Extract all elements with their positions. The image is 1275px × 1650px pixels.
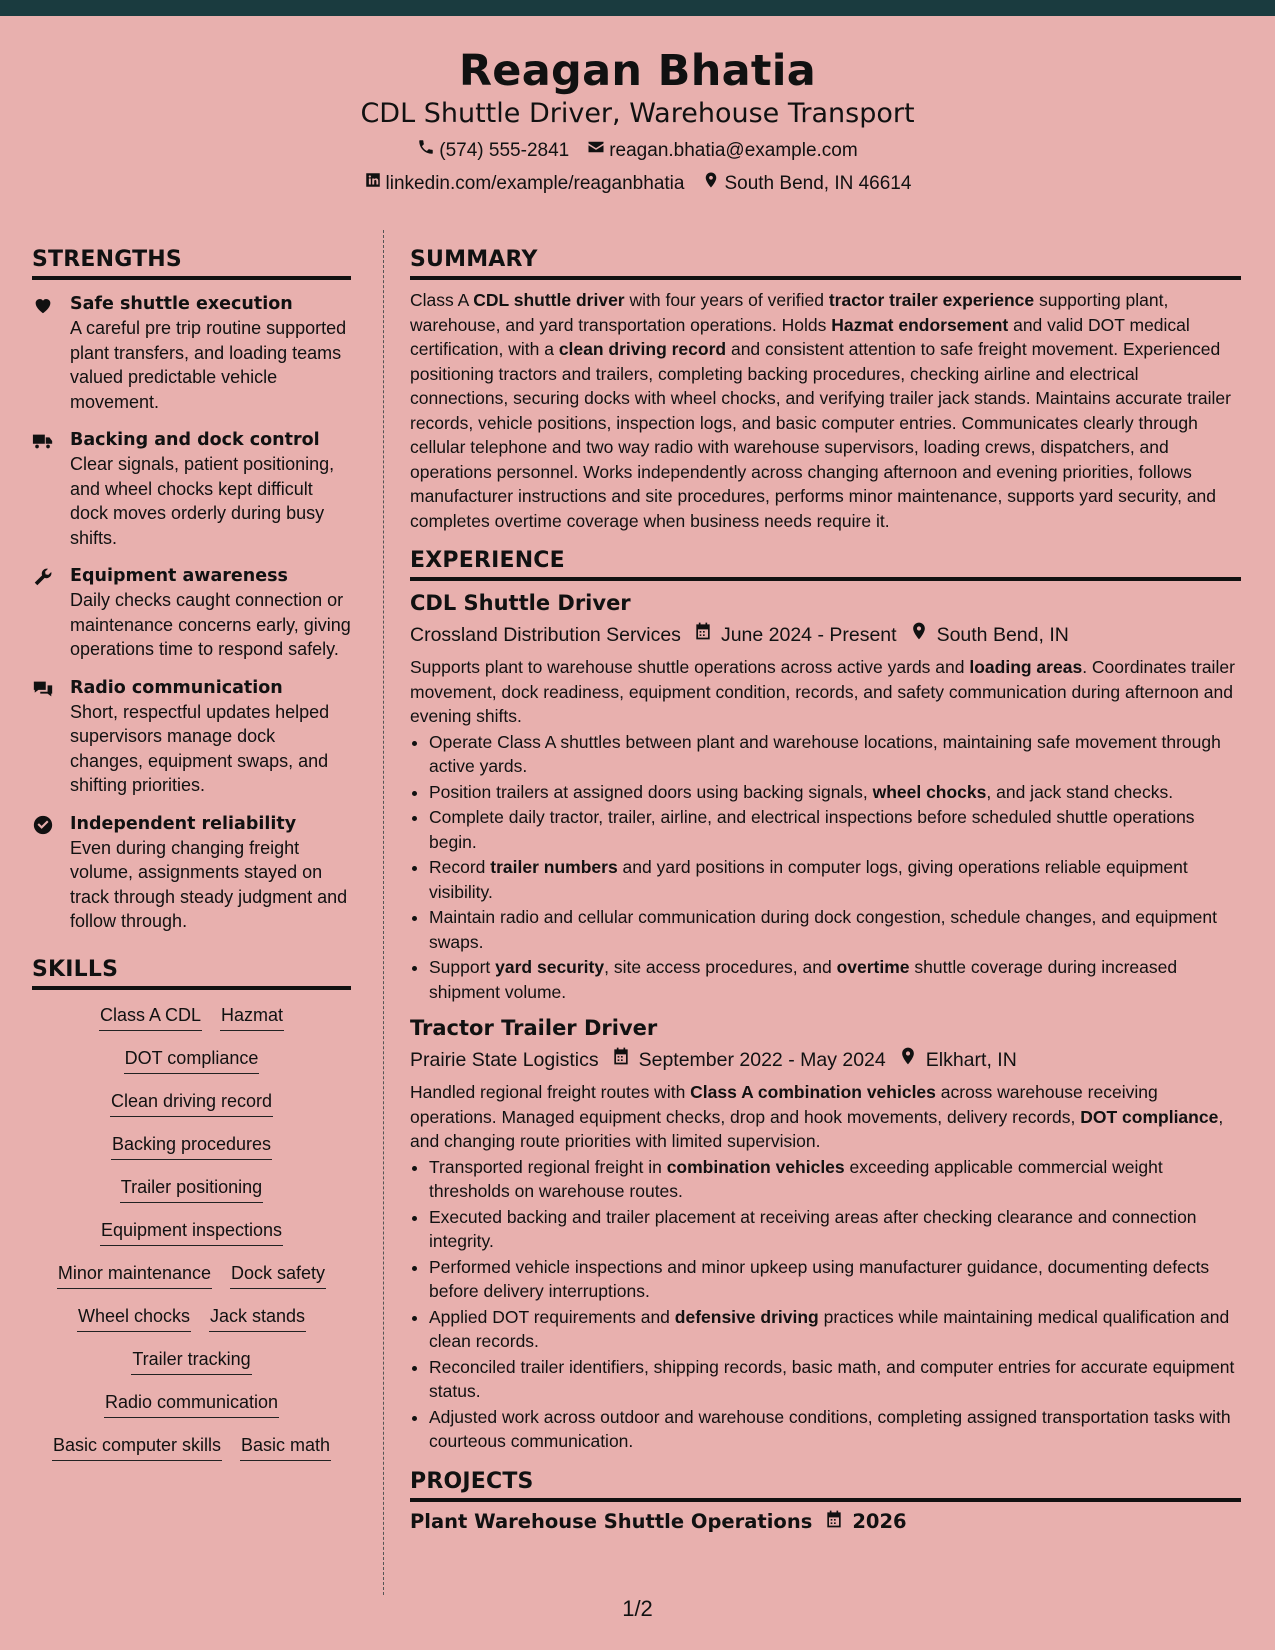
text-segment: , and jack stand checks. bbox=[986, 781, 1174, 802]
bold-text: DOT compliance bbox=[1080, 1106, 1219, 1127]
job-meta bbox=[410, 621, 1241, 649]
map-pin-icon bbox=[702, 171, 720, 196]
text-segment: Complete daily tractor, trailer, airline, and electrical inspections before scheduled shuttle operations begin. bbox=[429, 807, 1195, 852]
strength-item bbox=[32, 812, 351, 934]
company-name: Prairie State Logistics bbox=[410, 1049, 599, 1071]
bold-text: combination vehicles bbox=[666, 1156, 845, 1177]
strength-text: Clear signals, patient positioning, and wheel chocks kept difficult dock moves orderly during busy shifts. bbox=[70, 454, 335, 548]
text-segment: Performed vehicle inspections and minor upkeep using manufacturer guidance, documenting defects before delivery interruptions. bbox=[429, 1256, 1210, 1301]
phone-contact bbox=[417, 138, 569, 163]
strength-body bbox=[70, 676, 351, 798]
bullet-item bbox=[429, 955, 1241, 1004]
skills-list bbox=[32, 1002, 351, 1461]
text-segment: across warehouse receiving operations. Managed equipment checks, drop and hook movements, delivery records, bbox=[410, 1082, 1158, 1127]
experience-heading: EXPERIENCE bbox=[410, 547, 1241, 581]
company-name: Crossland Distribution Services bbox=[410, 624, 681, 646]
strength-text: Even during changing freight volume, assignments stayed on track through steady judgment and follow through. bbox=[70, 837, 348, 931]
strength-item bbox=[32, 676, 351, 798]
strength-body bbox=[70, 292, 351, 414]
strengths-heading: STRENGTHS bbox=[32, 246, 351, 280]
bold-text: Hazmat endorsement bbox=[831, 314, 1009, 335]
email-text[interactable]: reagan.bhatia@example.com bbox=[609, 139, 858, 161]
map-pin-icon bbox=[909, 621, 929, 649]
skill-tag: DOT compliance bbox=[124, 1045, 260, 1074]
linkedin-text[interactable]: linkedin.com/example/reaganbhatia bbox=[385, 172, 685, 194]
job-dates bbox=[693, 621, 897, 649]
skill-tag: Wheel chocks bbox=[77, 1303, 191, 1332]
strength-text: Short, respectful updates helped supervisors manage dock changes, equipment swaps, and shifting priorities. bbox=[70, 701, 330, 795]
strength-title: Radio communication bbox=[70, 677, 283, 698]
column-divider bbox=[383, 230, 384, 1595]
text-segment: Adjusted work across outdoor and warehouse conditions, completing assigned transportation tasks with courteous communication. bbox=[429, 1406, 1231, 1451]
text-segment: supporting plant, warehouse, and yard transportation operations. Holds bbox=[410, 290, 1169, 335]
bullet-item bbox=[429, 855, 1241, 904]
skill-row bbox=[32, 1303, 351, 1332]
skill-tag: Equipment inspections bbox=[100, 1217, 283, 1246]
strength-item bbox=[32, 564, 351, 662]
skill-row bbox=[32, 1346, 351, 1375]
check-circle-icon bbox=[32, 812, 70, 934]
top-accent-bar bbox=[0, 0, 1275, 16]
page-number: 1/2 bbox=[622, 1596, 653, 1621]
location-contact bbox=[702, 171, 911, 196]
job-description bbox=[410, 1080, 1241, 1154]
email-icon bbox=[587, 138, 605, 163]
job-dates bbox=[611, 1046, 886, 1074]
text-segment: Handled regional freight routes with bbox=[410, 1082, 691, 1102]
job-dates-text: June 2024 - Present bbox=[720, 624, 897, 646]
calendar-icon bbox=[611, 1046, 631, 1074]
right-column bbox=[410, 246, 1241, 1536]
text-segment: and valid DOT medical certification, with a bbox=[410, 314, 1190, 359]
text-segment: Maintain radio and cellular communication during dock congestion, schedule changes, and equipment swaps. bbox=[429, 907, 1217, 952]
job-title: Tractor Trailer Driver bbox=[410, 1016, 658, 1040]
skill-row bbox=[32, 1260, 351, 1289]
bold-text: tractor trailer experience bbox=[828, 290, 1035, 310]
skill-row bbox=[32, 1432, 351, 1461]
linkedin-icon bbox=[364, 171, 382, 196]
text-segment: Supports plant to warehouse shuttle operations across active yards and bbox=[410, 657, 970, 677]
resume-header bbox=[0, 16, 1275, 204]
project-item bbox=[410, 1508, 1241, 1536]
skill-tag: Minor maintenance bbox=[57, 1260, 212, 1289]
text-segment: and yard positions in computer logs, giving operations reliable equipment visibility. bbox=[429, 857, 1188, 902]
bullet-item bbox=[429, 780, 1241, 805]
strength-body bbox=[70, 428, 351, 550]
skill-row bbox=[32, 1088, 351, 1117]
strength-body bbox=[70, 564, 351, 662]
strength-body bbox=[70, 812, 351, 934]
bullet-item bbox=[429, 905, 1241, 954]
strength-title: Backing and dock control bbox=[70, 430, 320, 450]
contact-row-2 bbox=[0, 171, 1275, 196]
bold-text: defensive driving bbox=[674, 1306, 819, 1327]
bullet-item bbox=[429, 805, 1241, 854]
skill-tag: Class A CDL bbox=[99, 1002, 202, 1031]
summary-text bbox=[410, 288, 1241, 533]
calendar-icon bbox=[693, 621, 713, 649]
job-entry bbox=[410, 1014, 1241, 1454]
phone-icon bbox=[417, 138, 435, 163]
bold-text: wheel chocks bbox=[872, 781, 987, 802]
bullet-item bbox=[429, 1255, 1241, 1304]
text-segment: exceeding applicable commercial weight thresholds on warehouse routes. bbox=[429, 1156, 1163, 1201]
bullet-item bbox=[429, 1155, 1241, 1204]
job-entry bbox=[410, 589, 1241, 1004]
job-location bbox=[909, 621, 1069, 649]
bold-text: loading areas bbox=[969, 657, 1083, 677]
strength-text: A careful pre trip routine supported plant transfers, and loading teams valued predictable vehicle movement. bbox=[70, 318, 347, 412]
text-segment: with four years of verified bbox=[624, 290, 829, 310]
text-segment: and consistent attention to safe freight movement. Experienced positioning tractors and trailers, completing backing procedures, checking airline and electrical connections, securing docks with wheel chocks, and verifying trailer jack stands. Maintains accurate trailer records, vehicle positions, inspection logs, and basic computer entries. Communicates clearly through cellular telephone and two way radio with warehouse supervisors, loading crews, dispatchers, and operations personnel. Works independently across changing afternoon and evening priorities, follows manufacturer instructions and site procedures, performs minor maintenance, supports yard security, and completes overtime coverage when business needs require it. bbox=[410, 339, 1231, 531]
summary-heading: SUMMARY bbox=[410, 246, 1241, 280]
text-segment: Support bbox=[429, 957, 496, 977]
project-date bbox=[824, 1509, 906, 1534]
text-segment: , and changing route priorities with limited supervision. bbox=[410, 1106, 1224, 1151]
job-dates-text: September 2022 - May 2024 bbox=[638, 1049, 886, 1071]
candidate-name: Reagan Bhatia bbox=[458, 46, 817, 96]
projects-heading: PROJECTS bbox=[410, 1468, 1241, 1502]
text-segment: , site access procedures, and bbox=[604, 957, 837, 977]
skill-row bbox=[32, 1174, 351, 1203]
wrench-icon bbox=[32, 564, 70, 662]
strength-title: Independent reliability bbox=[70, 813, 297, 834]
skill-row bbox=[32, 1217, 351, 1246]
text-segment: Executed backing and trailer placement at receiving areas after checking clearance and connection integrity. bbox=[429, 1206, 1197, 1251]
text-segment: Position trailers at assigned doors using backing signals, bbox=[429, 781, 873, 802]
skill-tag: Jack stands bbox=[209, 1303, 306, 1332]
projects-list bbox=[410, 1508, 1241, 1536]
job-description bbox=[410, 655, 1241, 729]
project-name: Plant Warehouse Shuttle Operations bbox=[410, 1509, 813, 1533]
bullet-item bbox=[429, 1355, 1241, 1404]
text-segment: Operate Class A shuttles between plant and warehouse locations, maintaining safe movement through active yards. bbox=[429, 731, 1221, 776]
job-title: CDL Shuttle Driver bbox=[410, 591, 631, 615]
skill-tag: Trailer positioning bbox=[120, 1174, 263, 1203]
bullet-item bbox=[429, 1405, 1241, 1454]
text-segment: Applied DOT requirements and bbox=[429, 1306, 675, 1327]
job-location bbox=[898, 1046, 1017, 1074]
skill-tag: Basic computer skills bbox=[52, 1432, 222, 1461]
bullet-item bbox=[429, 1305, 1241, 1354]
job-bullets bbox=[410, 1155, 1241, 1454]
bold-text: overtime bbox=[836, 957, 910, 977]
heart-icon bbox=[32, 292, 70, 414]
skill-tag: Radio communication bbox=[104, 1389, 279, 1418]
text-segment: Reconciled trailer identifiers, shipping records, basic math, and computer entries for accurate equipment status. bbox=[429, 1356, 1235, 1401]
bold-text: CDL shuttle driver bbox=[473, 290, 625, 310]
skill-row bbox=[32, 1131, 351, 1160]
job-meta bbox=[410, 1046, 1241, 1074]
project-date-text: 2026 bbox=[852, 1510, 907, 1533]
text-segment: Record bbox=[429, 857, 491, 877]
strength-item bbox=[32, 292, 351, 414]
text-segment: Class A bbox=[410, 290, 474, 310]
candidate-title: CDL Shuttle Driver, Warehouse Transport bbox=[360, 98, 915, 129]
strength-item bbox=[32, 428, 351, 550]
skill-row bbox=[32, 1002, 351, 1031]
left-column bbox=[32, 246, 351, 1475]
job-location-text: South Bend, IN bbox=[936, 624, 1069, 646]
skill-tag: Basic math bbox=[240, 1432, 331, 1461]
skill-tag: Dock safety bbox=[230, 1260, 326, 1289]
experience-list bbox=[410, 589, 1241, 1454]
skill-row bbox=[32, 1389, 351, 1418]
contact-row-1 bbox=[0, 138, 1275, 163]
strengths-list bbox=[32, 292, 351, 934]
bold-text: trailer numbers bbox=[490, 857, 618, 877]
comments-icon bbox=[32, 676, 70, 798]
bold-text: Class A combination vehicles bbox=[690, 1082, 936, 1102]
email-contact bbox=[587, 138, 857, 163]
text-segment: practices while maintaining medical qualification and clean records. bbox=[429, 1306, 1230, 1351]
bullet-item bbox=[429, 730, 1241, 779]
location-text: South Bend, IN 46614 bbox=[724, 172, 912, 194]
skill-tag: Backing procedures bbox=[111, 1131, 272, 1160]
strength-title: Equipment awareness bbox=[70, 566, 288, 586]
truck-icon bbox=[32, 428, 70, 550]
text-segment: Transported regional freight in bbox=[429, 1156, 667, 1177]
text-segment: . Coordinates trailer movement, dock readiness, equipment condition, records, and safety communication during afternoon and evening shifts. bbox=[410, 657, 1235, 726]
skill-row bbox=[32, 1045, 351, 1074]
strength-title: Safe shuttle execution bbox=[70, 294, 293, 314]
calendar-icon bbox=[824, 1509, 844, 1534]
bold-text: yard security bbox=[495, 957, 605, 977]
skill-tag: Hazmat bbox=[220, 1002, 284, 1031]
bold-text: clean driving record bbox=[558, 339, 727, 359]
bullet-item bbox=[429, 1205, 1241, 1254]
map-pin-icon bbox=[898, 1046, 918, 1074]
phone-text[interactable]: (574) 555-2841 bbox=[439, 139, 570, 161]
linkedin-contact bbox=[364, 171, 685, 196]
job-location-text: Elkhart, IN bbox=[925, 1049, 1017, 1071]
strength-text: Daily checks caught connection or maintenance concerns early, giving operations time to respond safely. bbox=[70, 590, 351, 659]
skill-tag: Trailer tracking bbox=[131, 1346, 251, 1375]
skills-heading: SKILLS bbox=[32, 956, 351, 990]
text-segment: shuttle coverage during increased shipment volume. bbox=[429, 957, 1178, 1002]
job-bullets bbox=[410, 730, 1241, 1005]
skill-tag: Clean driving record bbox=[110, 1088, 273, 1117]
